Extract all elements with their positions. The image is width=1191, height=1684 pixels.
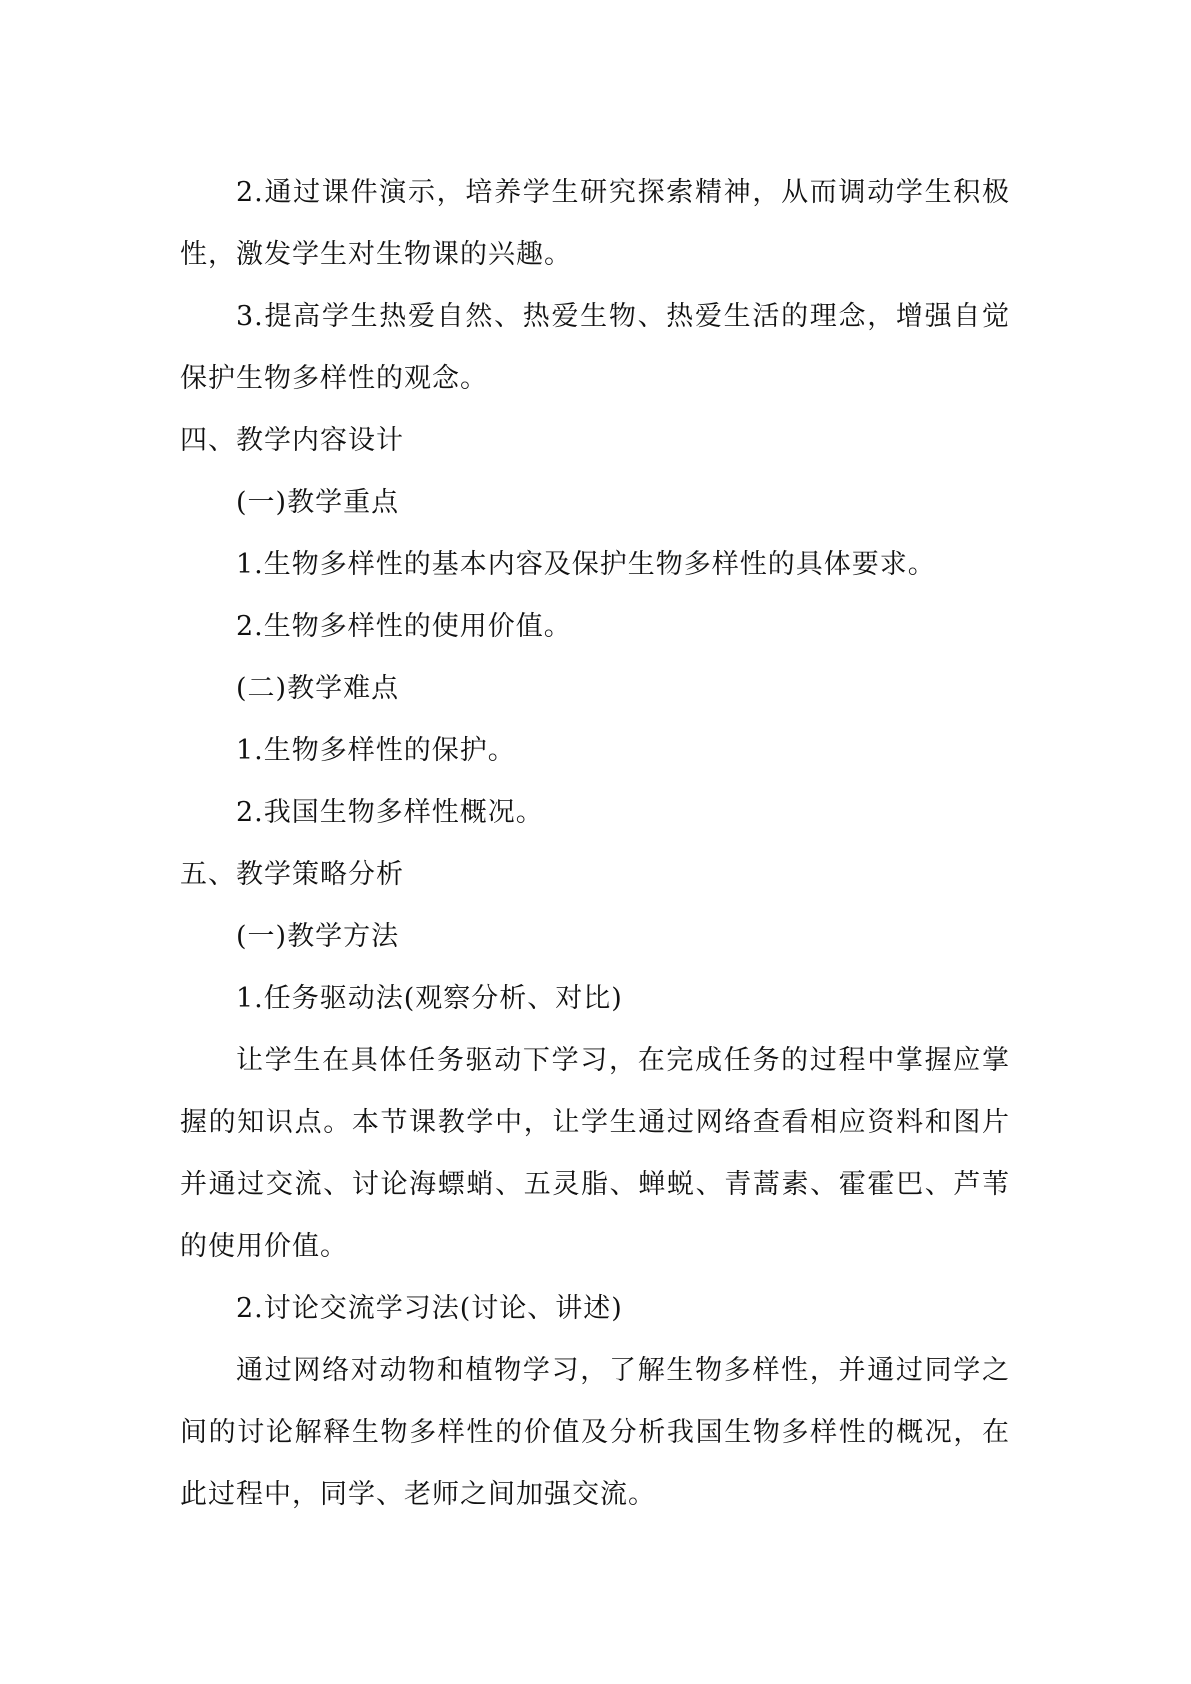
paragraph-difficult-point-1: 1.生物多样性的保护。 [236, 735, 516, 766]
paragraph-method-1-body: 让学生在具体任务驱动下学习，在完成任务的过程中掌握应掌握的知识点。本节课教学中，让学生通过网络查看相应资料和图片并通过交流、讨论海螵蛸、五灵脂、蝉蜕、青蒿素、霍霍巴、芦苇的使用价值。 [180, 1045, 1010, 1262]
paragraph-key-point-2: 2.生物多样性的使用价值。 [236, 611, 572, 642]
document-body [180, 162, 1010, 1526]
paragraph-objective-3: 3.提高学生热爱自然、热爱生物、热爱生活的理念，增强自觉保护生物多样性的观念。 [180, 301, 1010, 394]
paragraph-objective-2: 2.通过课件演示，培养学生研究探索精神，从而调动学生积极性，激发学生对生物课的兴趣。 [180, 177, 1010, 270]
paragraph-difficult-point-2: 2.我国生物多样性概况。 [236, 797, 544, 828]
paragraph-method-2-title: 2.讨论交流学习法(讨论、讲述) [236, 1293, 623, 1324]
subheading-teaching-methods: (一)教学方法 [236, 921, 400, 952]
subheading-key-points: (一)教学重点 [236, 487, 400, 518]
paragraph-method-1-title: 1.任务驱动法(观察分析、对比) [236, 983, 623, 1014]
subheading-difficult-points: (二)教学难点 [236, 673, 400, 704]
section-heading-strategy-analysis: 五、教学策略分析 [180, 859, 404, 890]
paragraph-method-2-body: 通过网络对动物和植物学习，了解生物多样性，并通过同学之间的讨论解释生物多样性的价值及分析我国生物多样性的概况，在此过程中，同学、老师之间加强交流。 [180, 1355, 1010, 1510]
paragraph-key-point-1: 1.生物多样性的基本内容及保护生物多样性的具体要求。 [236, 549, 936, 580]
section-heading-content-design: 四、教学内容设计 [180, 425, 404, 456]
